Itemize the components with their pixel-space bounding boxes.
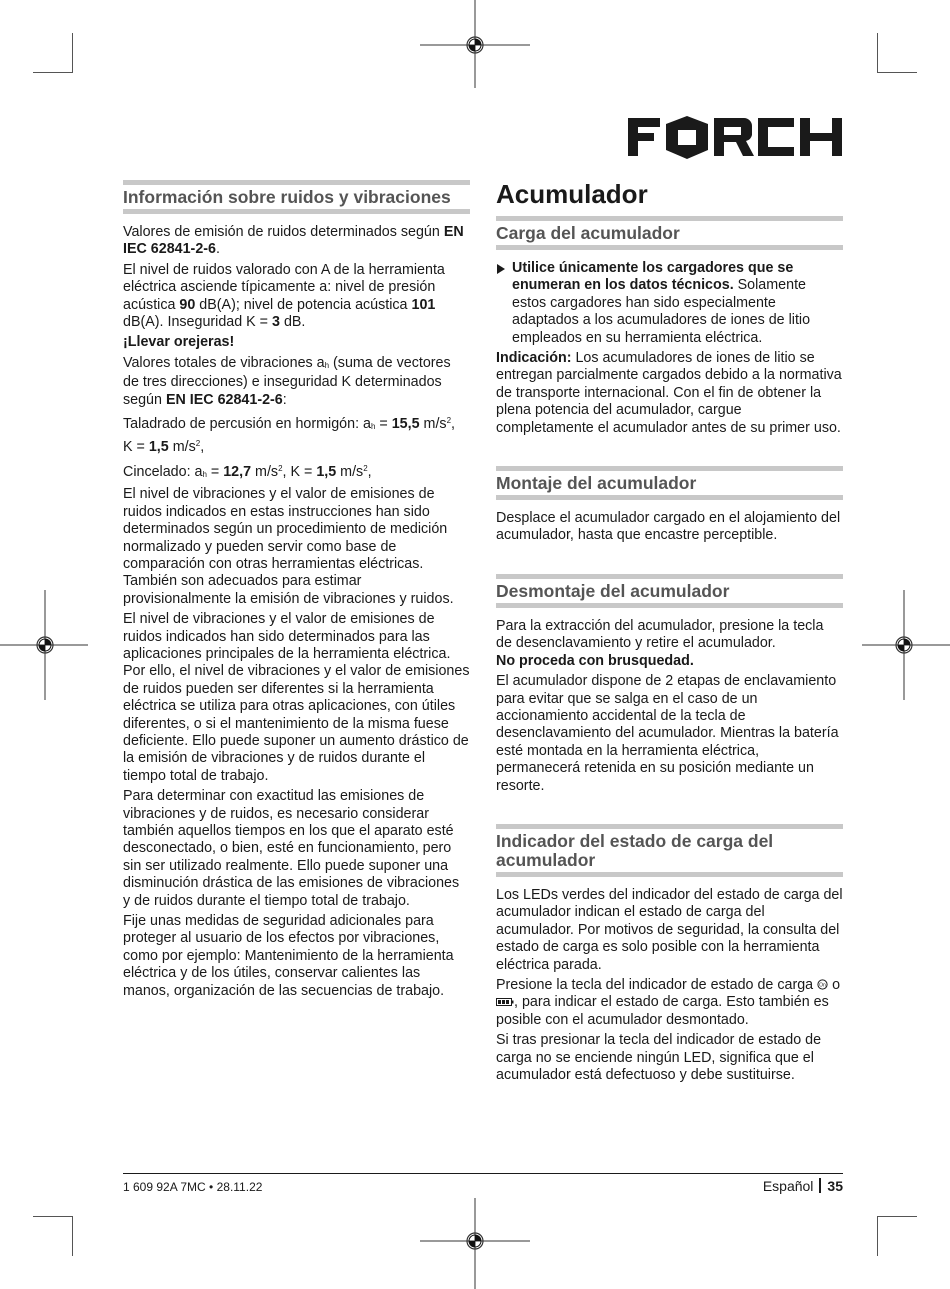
registration-mark-icon	[420, 1198, 530, 1289]
body-paragraph: Fije unas medidas de seguridad adicionales para proteger al usuario de los efectos por vibraciones, como por ejemplo: Mantenimiento de la herramienta eléctrica y de los útiles, conservar calientes las manos, organización de las secuencias de trabajo.	[123, 913, 454, 999]
body-paragraph: Para la extracción del acumulador, presione la tecla de desenclavamiento y retire el acumulador. No proceda con brusquedad.	[496, 617, 824, 669]
crop-mark	[72, 33, 73, 73]
note-paragraph: Indicación: Los acumuladores de iones de litio se entregan parcialmente cargados debido a la normativa de transporte internacional. Con el fin de obtener la plena potencia del acumulador, cargue completamente el acumulador antes de su primer uso.	[496, 350, 842, 436]
noise-level-paragraph: El nivel de ruidos valorado con A de la herramienta eléctrica asciende típicamente a: nivel de presión acústica 90 dB(A); nivel de potencia acústica 101 dB(A). Inseguridad K = 3 dB.	[123, 261, 445, 331]
body-paragraph: Los LEDs verdes del indicador del estado de carga del acumulador indican el estado de carga del acumulador. Por motivos de seguridad, la consulta del estado de carga es solo posible con la herramienta eléctrica parada.	[496, 886, 843, 973]
bullet-item: Utilice únicamente los cargadores que se enumeran en los datos técnicos. Solamente estos cargadores han sido especialmente adaptados a los acumuladores de iones de litio empleados en su herramienta eléctrica.	[496, 260, 843, 347]
hammer-drilling-value: Taladrado de percusión en hormigón: ah = 15,5 $m/s^2$, K = 1,5 $m/s^2$,	[123, 416, 456, 456]
document-code: 1 609 92A 7MC • 28.11.22	[123, 1180, 263, 1194]
noise-standard-paragraph: Valores de emisión de ruidos determinados según EN IEC 62841-2-6.	[123, 224, 464, 258]
crop-mark	[72, 1216, 73, 1256]
body-paragraph: Presione la tecla del indicador de estado de carga On o , para indicar el estado de carga. Esto también es posible con el acumulador desmontado.	[496, 976, 841, 1028]
body-paragraph: El nivel de vibraciones y el valor de emisiones de ruidos indicados han sido determinados para las aplicaciones principales de la herramienta eléctrica. Por ello, el nivel de vibraciones y el valor de emisiones de ruidos pueden ser diferentes si la herramienta eléctrica se utiliza para otras aplicaciones, con útiles diferentes, o si el mantenimiento de la misma fuese deficiente. Ello puede suponer un aumento drástico de la emisión de vibraciones y de ruidos durante el tiempo total de trabajo.	[123, 611, 470, 784]
section-heading-mounting	[496, 466, 843, 500]
chiselling-value: Cincelado: ah = 12,7 $m/s^2$, K = 1,5 $m/s^2$,	[123, 463, 372, 480]
section-heading-charging	[496, 216, 843, 250]
section-heading-removal	[496, 574, 843, 608]
heading-text: Desmontaje del acumulador	[496, 580, 730, 601]
crop-mark	[877, 1216, 878, 1256]
crop-mark	[877, 1216, 917, 1217]
registration-mark-icon	[860, 590, 950, 700]
section-heading-noise	[123, 180, 470, 214]
heading-text: Carga del acumulador	[496, 223, 680, 243]
right-column	[496, 180, 843, 1087]
bullet-triangle-icon	[497, 264, 505, 274]
forch-logo	[628, 116, 842, 160]
svg-text:On: On	[819, 982, 826, 989]
crop-mark	[33, 1216, 73, 1217]
crop-mark	[877, 72, 917, 73]
body-paragraph: El nivel de vibraciones y el valor de emisiones de ruidos indicados en estas instrucciones han sido determinados según un procedimiento de medición normalizado y pueden servir como base de comparación con otras herramientas eléctricas. También son adecuados para estimar provisionalmente la emisión de vibraciones y ruidos.	[123, 486, 454, 607]
heading-text: Montaje del acumulador	[496, 473, 697, 494]
page-number: 35	[827, 1178, 843, 1194]
footer-rule	[123, 1173, 843, 1174]
language-label: Español	[762, 1178, 814, 1194]
page-title: Acumulador	[496, 179, 648, 209]
crop-mark	[877, 33, 878, 73]
ear-protection-warning: ¡Llevar orejeras!	[123, 334, 235, 351]
body-paragraph: Si tras presionar la tecla del indicador de estado de carga no se enciende ningún LED, significa que el acumulador está defectuoso y debe sustituirse.	[496, 1032, 822, 1083]
body-paragraph: Para determinar con exactitud las emisiones de vibraciones y de ruidos, es necesario considerar también aquellos tiempos en los que el aparato esté desconectado, o bien, esté en funcionamiento, pero sin ser utilizado realmente. Ello puede suponer una disminución drástica de las emisiones de vibraciones y de ruidos durante el tiempo total de trabajo.	[123, 788, 460, 909]
body-paragraph: Desplace el acumulador cargado en el alojamiento del acumulador, hasta que encastre perceptible.	[496, 510, 841, 544]
battery-icon	[496, 997, 514, 1007]
crop-mark	[33, 72, 73, 73]
body-paragraph: El acumulador dispone de 2 etapas de enclavamiento para evitar que se salga en el caso de un accionamiento accidental de la tecla de desenclavamiento del acumulador. Mientras la batería esté montada en la herramienta eléctrica, permanecerá retenida en su posición mediante un resorte.	[496, 673, 839, 794]
vibration-values-paragraph: Valores totales de vibraciones ah (suma de vectores de tres direcciones) e inseguridad K determinados según EN IEC 62841-2-6:	[123, 354, 451, 408]
page-footer	[763, 1178, 843, 1194]
section-heading-charge-indicator	[496, 824, 843, 877]
heading-text: Información sobre ruidos y vibraciones	[123, 187, 451, 207]
on-button-icon	[817, 979, 828, 990]
heading-text: Indicador del estado de carga del acumulador	[496, 830, 774, 870]
left-column	[123, 180, 470, 1003]
registration-mark-icon	[0, 590, 90, 700]
registration-mark-icon	[420, 0, 530, 90]
separator	[819, 1178, 821, 1193]
